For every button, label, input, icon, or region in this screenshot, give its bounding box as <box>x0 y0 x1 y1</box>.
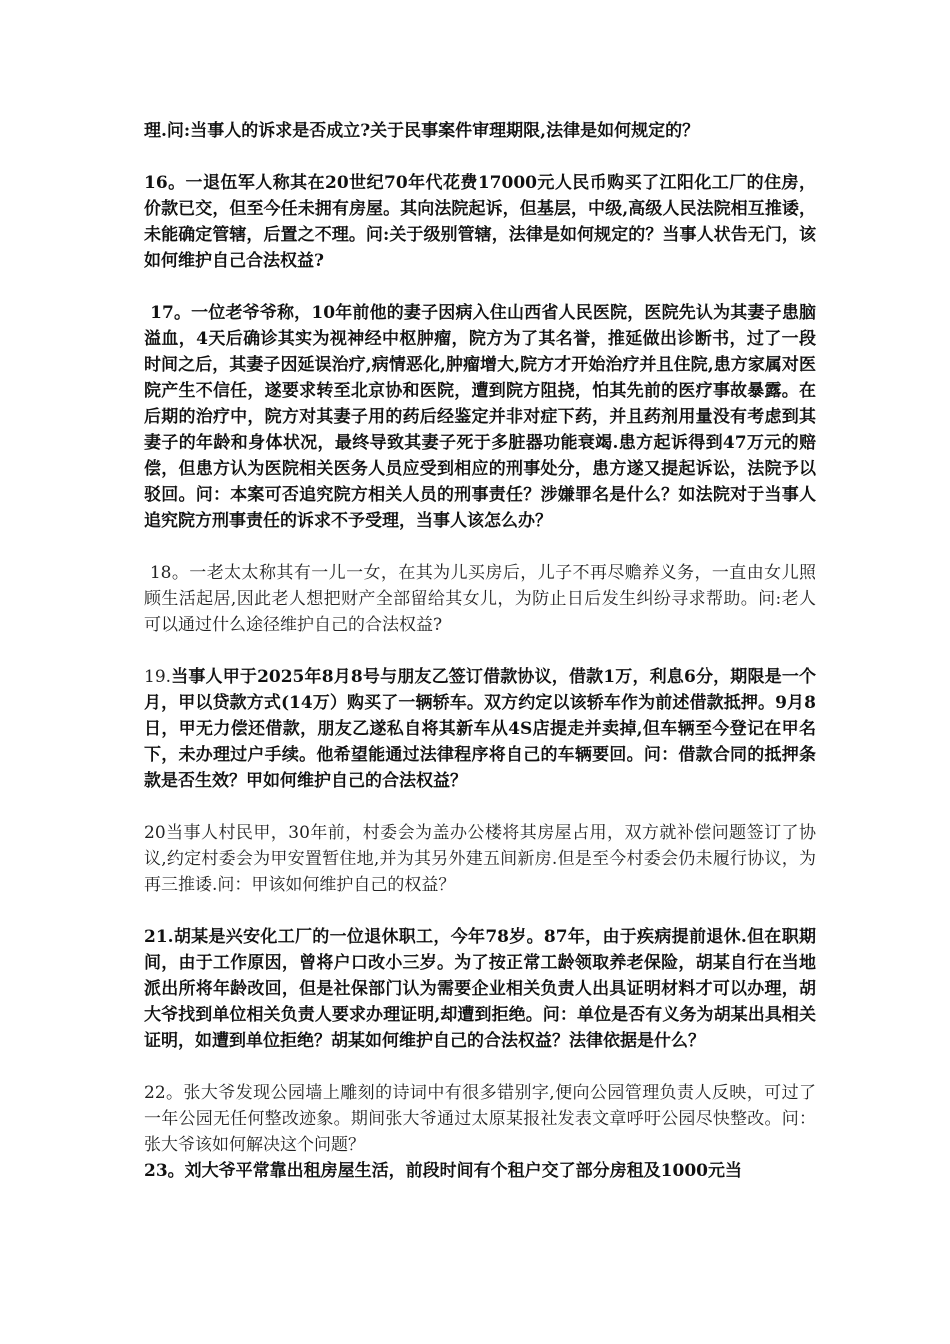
paragraph-17: 17。一位老爷爷称，10年前他的妻子因病入住山西省人民医院，医院先认为其妻子患脑溢血，4天后确诊其实为视神经中枢肿瘤，院方为了其名誉，推延做出诊断书，过了一段时间之后，其妻子因延误治疗,病情恶化,肿瘤增大,院方才开始治疗并且住院,患方家属对医院产生不信任，遂要求转至北京协和医院，遭到院方阻挠，怕其先前的医疗事故暴露。在后期的治疗中，院方对其妻子用的药后经鉴定并非对症下药，并且药剂用量没有考虑到其妻子的年龄和身体状况，最终导致其妻子死于多脏器功能衰竭.患方起诉得到47万元的赔偿，但患方认为医院相关医务人员应受到相应的刑事处分，患方遂又提起诉讼，法院予以驳回。问：本案可否追究院方相关人员的刑事责任？涉嫌罪名是什么？如法院对于当事人追究院方刑事责任的诉求不予受理，当事人该怎么办？ <box>144 303 816 531</box>
paragraph-19-number: 19. <box>144 667 172 687</box>
paragraph-23: 23。刘大爷平常靠出租房屋生活，前段时间有个租户交了部分房租及1000元当 <box>144 1161 742 1181</box>
paragraph-15-tail: 理.问:当事人的诉求是否成立?关于民事案件审理期限,法律是如何规定的？ <box>144 121 700 141</box>
paragraph-21: 21.胡某是兴安化工厂的一位退休职工，今年78岁。87年，由于疾病提前退休.但在职期间，由于工作原因，曾将户口改小三岁。为了按正常工龄领取养老保险，胡某自行在当地派出所将年龄改回，但是社保部门认为需要企业相关负责人出具证明材料才可以办理，胡大爷找到单位相关负责人要求办理证明,却遭到拒绝。问：单位是否有义务为胡某出具相关证明，如遭到单位拒绝？胡某如何维护自己的合法权益？法律依据是什么？ <box>144 927 816 1051</box>
paragraph-19-body: 当事人甲于2025年8月8号与朋友乙签订借款协议，借款1万，利息6分，期限是一个月，甲以贷款方式(14万）购买了一辆轿车。双方约定以该轿车作为前述借款抵押。9月8日，甲无力偿还借款，朋友乙遂私自将其新车从4S店提走并卖掉,但车辆至今登记在甲名下，未办理过户手续。他希望能通过法律程序将自己的车辆要回。问：借款合同的抵押条款是否生效？甲如何维护自己的合法权益？ <box>144 667 816 791</box>
paragraph-20: 20当事人村民甲，30年前，村委会为盖办公楼将其房屋占用，双方就补偿问题签订了协议,约定村委会为甲安置暂住地,并为其另外建五间新房.但是至今村委会仍未履行协议，为再三推诿.问：甲该如何维护自己的权益？ <box>144 823 816 895</box>
paragraph-19 <box>144 664 816 794</box>
paragraph-16: 16。一退伍军人称其在20世纪70年代花费17000元人民币购买了江阳化工厂的住房，价款已交，但至今任未拥有房屋。其向法院起诉，但基层，中级,高级人民法院相互推诿，未能确定管辖，后置之不理。问:关于级别管辖，法律是如何规定的？当事人状告无门，该如何维护自己合法权益? <box>144 173 816 271</box>
document-page <box>144 118 816 1184</box>
paragraph-18: 18。一老太太称其有一儿一女，在其为儿买房后，儿子不再尽赡养义务，一直由女儿照顾生活起居,因此老人想把财产全部留给其女儿，为防止日后发生纠纷寻求帮助。问:老人可以通过什么途径维护自己的合法权益? <box>144 563 816 635</box>
paragraph-22: 22。张大爷发现公园墙上雕刻的诗词中有很多错别字,便向公园管理负责人反映，可过了一年公园无任何整改迹象。期间张大爷通过太原某报社发表文章呼吁公园尽快整改。问：张大爷该如何解决这个问题？ <box>144 1083 816 1155</box>
